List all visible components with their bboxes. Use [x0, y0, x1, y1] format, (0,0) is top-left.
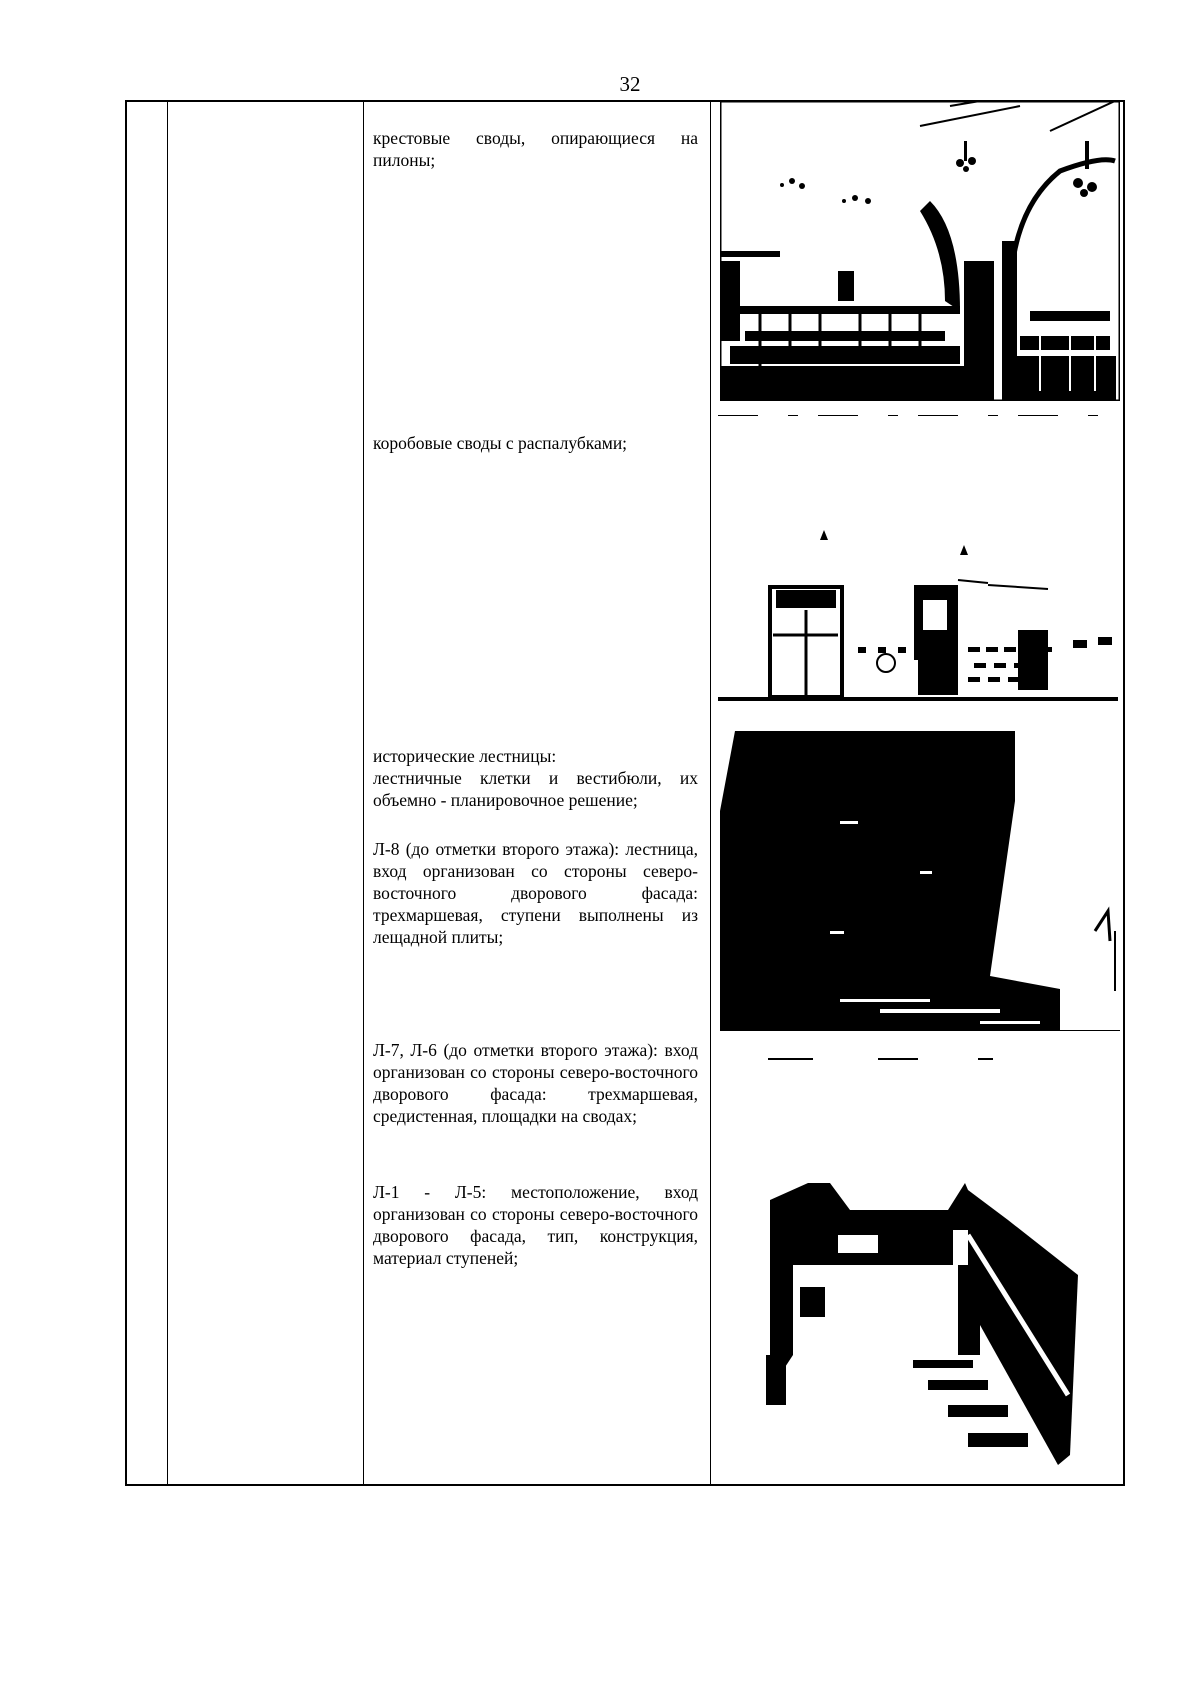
- vaulted-hall-photo: [720, 101, 1120, 401]
- stair-l7-l6-description: [373, 1039, 698, 1127]
- stair-l1-l5-description: [373, 1181, 698, 1269]
- column-divider: [167, 102, 168, 1484]
- vault-description-1: [373, 127, 698, 171]
- stair-l1-l5-text: Л-1 - Л-5: местоположение, вход организован со стороны северо-восточного дворового фасада, тип, конструкция, материал ступеней;: [373, 1182, 698, 1268]
- stair-l7-l6-text: Л-7, Л-6 (до отметки второго этажа): вход организован со стороны северо-восточного дворового фасада: трехмаршевая, средистенная, площадки на сводах;: [373, 1040, 698, 1126]
- column-divider: [710, 102, 711, 1484]
- box-vaults-text: коробовые своды с распалубками;: [373, 433, 628, 453]
- historic-stairs-heading: исторические лестницы:: [373, 746, 557, 766]
- stair-flight-photo: [718, 1055, 1118, 1475]
- box-vault-photo: [718, 415, 1118, 715]
- stair-cells-text: лестничные клетки и вестибюли, их объемно - планировочное решение;: [373, 768, 698, 810]
- column-divider: [363, 102, 364, 1484]
- stairs-description: [373, 745, 698, 811]
- vault-description-2: [373, 432, 698, 454]
- staircase-photo: [720, 731, 1120, 1031]
- stair-l8-description: [373, 838, 698, 948]
- page-number: 32: [619, 72, 641, 96]
- cross-vaults-text: крестовые своды, опирающиеся на пилоны;: [373, 128, 698, 170]
- stair-l8-text: Л-8 (до отметки второго этажа): лестница, вход организован со стороны северо-восточного дворового фасада: трехмаршевая, ступени выполнены из лещадной плиты;: [373, 839, 698, 947]
